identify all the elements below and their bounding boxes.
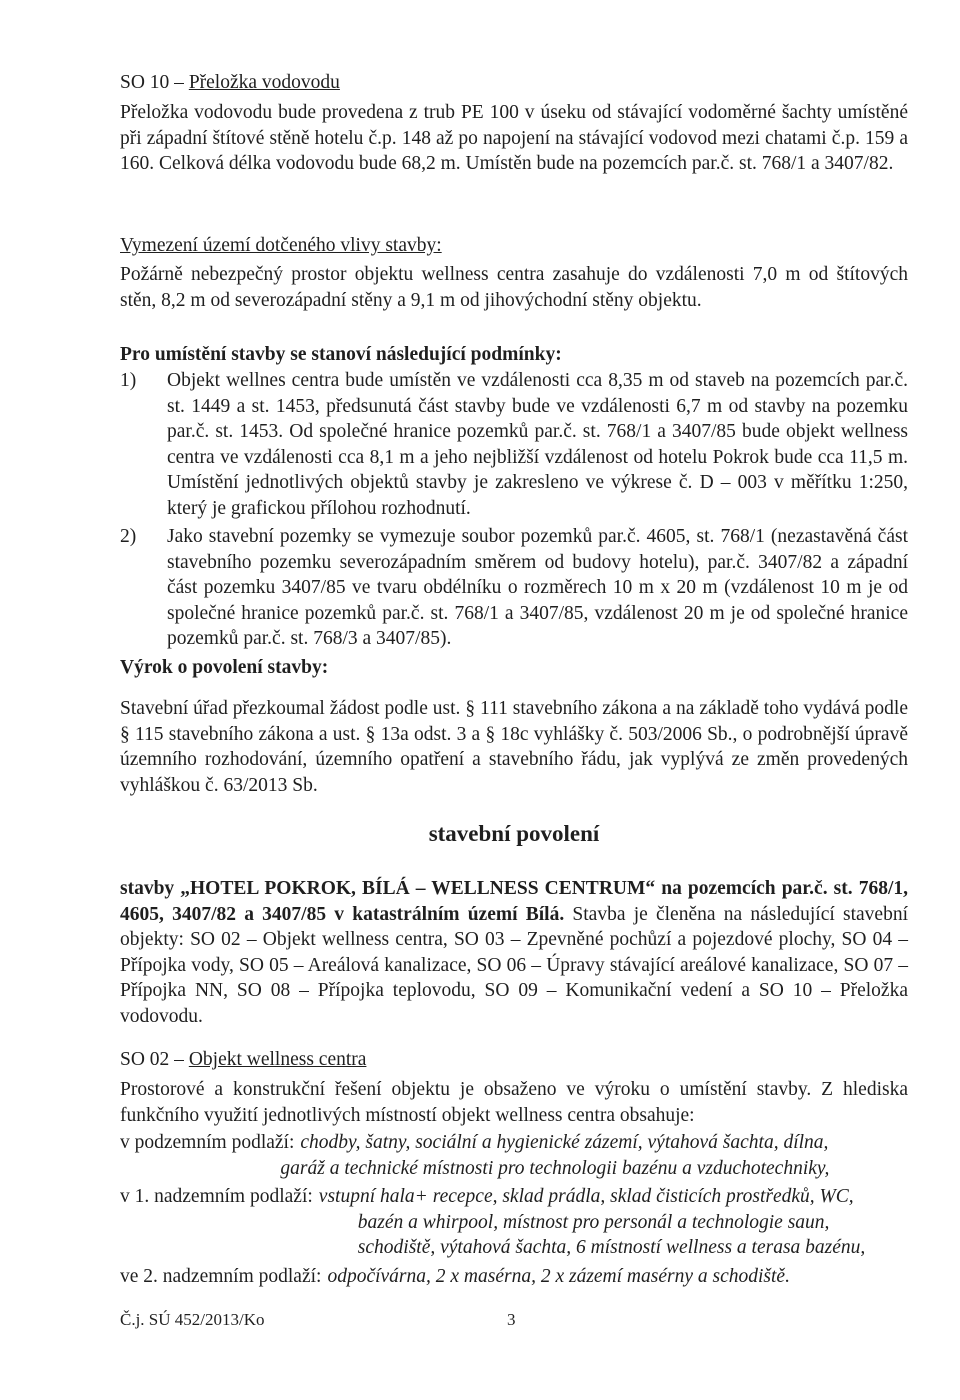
floor-rooms [327, 1264, 790, 1290]
floor-rooms-line: odpočívárna, 2 x masérna, 2 x zázemí masérny a schodiště. [327, 1265, 790, 1287]
list-item-text: Jako stavební pozemky se vymezuje soubor pozemků par.č. 4605, st. 768/1 (nezastavěná část stavebního pozemku severozápadním směrem od budovy hotelu), par.č. 3407/82 a západní část pozemku 3407/85 ve tvaru obdélníku o rozměrech 10 m x 20 m (vzdálenost 10 m je od společné hranice pozemků par.č. st. 768/1 a 3407/85, vzdálenost 20 m je od společné hranice pozemků par.č. st. 768/3 a 3407/85). [167, 526, 908, 649]
floor-label: ve 2. nadzemním podlaží: [120, 1265, 322, 1287]
stavby-paragraph [120, 876, 908, 1029]
floor-label: v 1. nadzemním podlaží: [120, 1186, 313, 1207]
list-number: 2) [120, 526, 137, 547]
list-number: 1) [120, 370, 137, 391]
document-title: stavební povolení [428, 821, 600, 846]
floor-rooms-line: bazén a whirpool, místnost pro personál a technologie saun, [357, 1211, 830, 1233]
floor-rooms-line: vstupní hala+ recepce, sklad prádla, sklad čisticích prostředků, WC, [318, 1186, 854, 1207]
footer-reference: Č.j. SÚ 452/2013/Ko [120, 1310, 265, 1329]
podminky-item-2 [120, 524, 908, 652]
floor-rooms-line: garáž a technické místnosti pro technologii bazénu a vzduchotechniky, [280, 1157, 830, 1179]
floor-row-second [120, 1264, 908, 1290]
vymezeni-heading: Vymezení území dotčeného vlivy stavby: [120, 235, 442, 256]
vyrok-heading: Výrok o povolení stavby: [120, 657, 329, 678]
so10-label: SO 10 – [120, 72, 189, 93]
so02-paragraph: Prostorové a konstrukční řešení objektu je obsaženo ve výroku o umístění stavby. Z hlediska funkčního využití jednotlivých místností objekt wellness centra obsahuje: [120, 1079, 908, 1126]
page-number: 3 [507, 1310, 516, 1329]
so10-heading [120, 70, 340, 96]
vymezeni-paragraph: Požárně nebezpečný prostor objektu wellness centra zasahuje do vzdálenosti 7,0 m od štítových stěn, 8,2 m od severozápadní stěny a 9,1 m od jihovýchodní stěny objektu. [120, 264, 908, 311]
floor-row-basement [120, 1130, 908, 1181]
floor-label: v podzemním podlaží: [120, 1132, 295, 1153]
floor-rooms [319, 1184, 866, 1261]
podminky-heading: Pro umístění stavby se stanoví následující podmínky: [120, 344, 562, 365]
floor-rooms [280, 1130, 889, 1181]
floor-rooms-line: chodby, šatny, sociální a hygienické zázemí, výtahová šachta, dílna, [300, 1132, 829, 1153]
floor-rooms-line: schodiště, výtahová šachta, 6 místností wellness a terasa bazénu, [357, 1237, 866, 1258]
stavby-text: Stavba je členěna na následující stavební objekty: SO 02 – Objekt wellness centra, SO 03 – Zpevněné pochůzí a pojezdové plochy, SO 04 – Přípojka vody, SO 05 – Areálová kanalizace, SO 06 – Úpravy stávající areálové kanalizace, SO 07 – Přípojka NN, SO 08 – Přípojka teplovodu, SO 09 – Komunikační vedení a SO 10 – Přeložka vodovodu. [120, 903, 908, 1027]
floor-row-ground [120, 1184, 908, 1261]
so02-title: Objekt wellness centra [188, 1049, 367, 1070]
floor-list [120, 1130, 908, 1289]
vyrok-paragraph: Stavební úřad přezkoumal žádost podle ust. § 111 stavebního zákona a na základě toho vydává podle § 115 stavebního zákona a ust. § 13a odst. 3 a § 18c vyhlášky č. 503/2006 Sb., o podrobnější úpravě územního rozhodování, územního opatření a stavebního řádu, jak vyplývá ze změn provedených vyhláškou č. 63/2013 Sb. [120, 698, 908, 796]
list-item-text: Objekt wellnes centra bude umístěn ve vzdálenosti cca 8,35 m od staveb na pozemcích par.č. st. 1449 a st. 1453, předsunutá část stavby bude ve vzdálenosti 6,7 m od stavby na pozemku par.č. st. 1453. Od společné hranice pozemků par.č. st. 768/1 a 3407/85 bude objekt wellness centra ve vzdálenosti cca 8,1 m a jeho nejbližší vzdálenost od hotelu Pokrok bude cca 11,5 m. Umístění jednotlivých objektů stavby je zakresleno ve výkrese č. D – 003 v měřítku 1:250, který je grafickou přílohou rozhodnutí. [167, 370, 908, 519]
so10-title: Přeložka vodovodu [188, 72, 340, 93]
podminky-item-1 [120, 368, 908, 521]
so02-label: SO 02 – [120, 1049, 189, 1070]
stavby-bold-text: stavby „HOTEL POKROK, BÍLÁ – WELLNESS CENTRUM“ na pozemcích par.č. st. 768/1, 4605, 3407/82 a 3407/85 v katastrálním území Bílá. [120, 878, 908, 925]
podminky-list [120, 368, 908, 652]
so02-heading [120, 1047, 366, 1073]
so10-paragraph: Přeložka vodovodu bude provedena z trub PE 100 v úseku od stávající vodoměrné šachty umístěné při západní štítové stěně hotelu č.p. 148 až po napojení na stávající vodovod mezi chatami č.p. 159 a 160. Celková délka vodovodu bude 68,2 m. Umístěn bude na pozemcích par.č. st. 768/1 a 3407/82. [120, 102, 908, 174]
